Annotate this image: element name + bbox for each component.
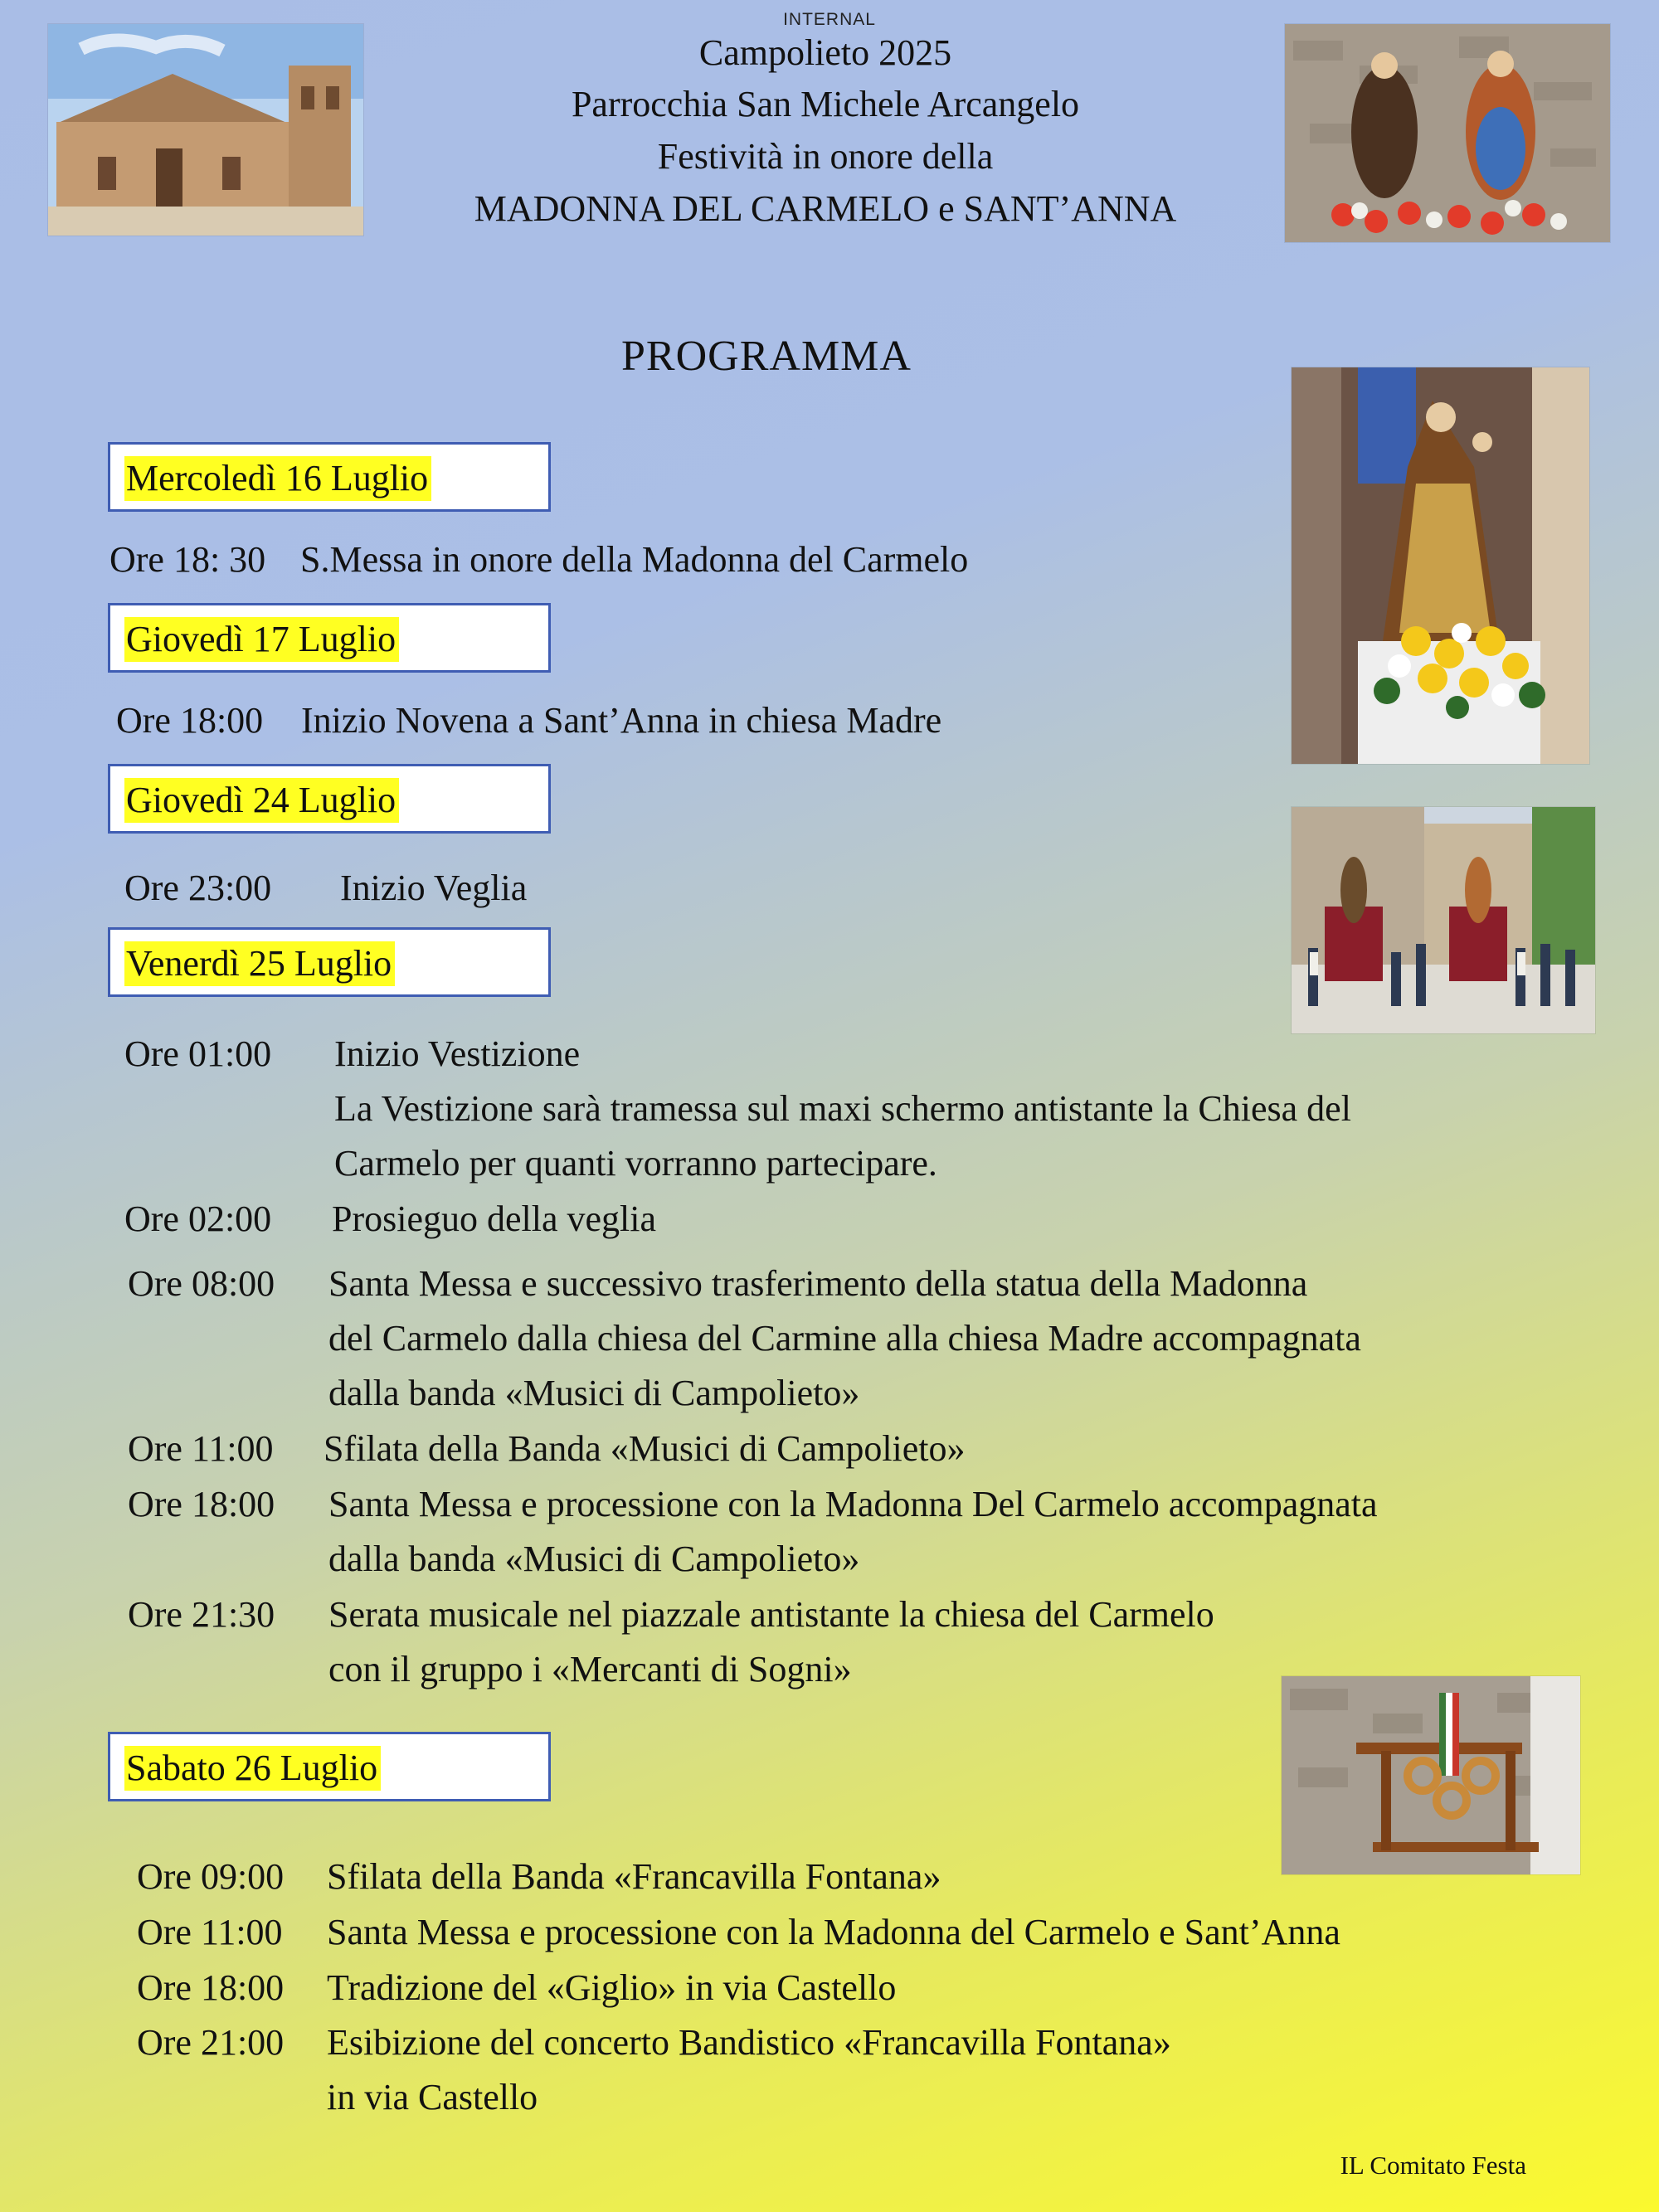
day-label: Sabato 26 Luglio [124,1746,381,1791]
event-time: Ore 18:00 [137,1967,285,2008]
event-row [109,532,1105,587]
event-row [124,1192,1535,1247]
event-description: S.Messa in onore della Madonna del Carmelo [300,539,969,580]
event-row [116,693,1112,748]
day-header-mercoledi-16-luglio [108,442,551,512]
event-row [128,1587,1538,1697]
event-description-continued: del Carmelo dalla chiesa del Carmine alla chiesa Madre accompagnata [328,1318,1361,1359]
day-header-giovedi-24-luglio [108,764,551,834]
event-description-continued: dalla banda «Musici di Campolieto» [328,1539,860,1579]
day-header-venerdi-25-luglio [108,927,551,997]
event-time: Ore 21:00 [137,2022,285,2063]
event-row [128,1422,1538,1476]
event-time: Ore 21:30 [128,1594,275,1635]
event-description: Sfilata della Banda «Francavilla Fontana» [327,1856,941,1897]
event-description: Prosieguo della veglia [332,1198,657,1239]
madonna-statue-photo [1292,367,1589,764]
header-saints: MADONNA DEL CARMELO e SANT’ANNA [474,188,1177,229]
event-row [128,1257,1538,1421]
event-description-continued: in via Castello [327,2077,538,2117]
event-row [137,2015,1547,2125]
event-row [137,1905,1547,1960]
classification-label: INTERNAL [783,10,876,29]
event-row [137,1850,1547,1904]
day-label: Mercoledì 16 Luglio [124,456,431,501]
event-time: Ore 11:00 [128,1428,274,1469]
header-town-year: Campolieto 2025 [698,32,952,73]
event-time: Ore 08:00 [128,1263,275,1304]
event-description: Santa Messa e successivo trasferimento della statua della Madonna [328,1263,1308,1304]
event-description: Tradizione del «Giglio» in via Castello [327,1967,897,2008]
church-photo [48,24,363,236]
header-festivity: Festività in onore della [657,136,994,177]
event-time: Ore 18:00 [128,1484,275,1524]
day-label: Venerdì 25 Luglio [124,941,395,986]
giglio-photo [1282,1676,1580,1874]
event-description: Inizio Vestizione [334,1033,581,1074]
event-description: Inizio Veglia [340,868,528,908]
programma-title: PROGRAMMA [621,333,912,380]
event-time: Ore 11:00 [137,1912,283,1952]
event-row [124,1027,1535,1191]
event-time: Ore 18:00 [116,700,264,741]
day-label: Giovedì 17 Luglio [124,617,399,662]
event-time: Ore 01:00 [124,1033,272,1074]
event-description: Esibizione del concerto Bandistico «Francavilla Fontana» [327,2022,1171,2063]
event-description-continued: con il gruppo i «Mercanti di Sogni» [328,1649,852,1689]
event-time: Ore 23:00 [124,868,272,908]
event-row [137,1961,1547,2015]
event-time: Ore 09:00 [137,1856,285,1897]
event-row [128,1477,1538,1587]
event-description: Santa Messa e processione con la Madonna del Carmelo e Sant’Anna [327,1912,1340,1952]
day-label: Giovedì 24 Luglio [124,778,399,823]
event-time: Ore 18: 30 [109,539,266,580]
event-time: Ore 02:00 [124,1198,272,1239]
event-description: Inizio Novena a Sant’Anna in chiesa Madre [301,700,942,741]
event-description: Sfilata della Banda «Musici di Campolieto» [324,1428,966,1469]
statues-photo [1285,24,1610,242]
event-description-continued: dalla banda «Musici di Campolieto» [328,1373,860,1413]
event-description-continued: Carmelo per quanti vorranno partecipare. [334,1143,937,1184]
event-description: Santa Messa e processione con la Madonna Del Carmelo accompagnata [328,1484,1378,1524]
header-parish: Parrocchia San Michele Arcangelo [571,84,1080,124]
event-row [124,861,705,916]
procession-photo [1292,807,1595,1033]
event-description: Serata musicale nel piazzale antistante la chiesa del Carmelo [328,1594,1214,1635]
day-header-giovedi-17-luglio [108,603,551,673]
day-header-sabato-26-luglio [108,1732,551,1801]
committee-signature: IL Comitato Festa [1340,2151,1526,2180]
event-description-continued: La Vestizione sarà tramessa sul maxi schermo antistante la Chiesa del [334,1088,1351,1129]
